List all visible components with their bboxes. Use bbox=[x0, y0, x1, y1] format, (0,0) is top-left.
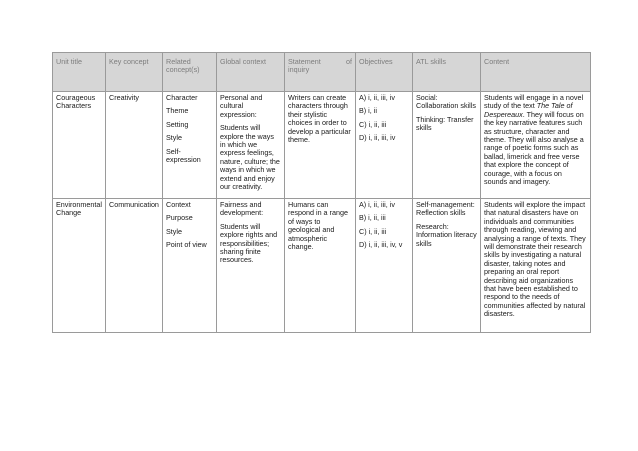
header-unit-title: Unit title bbox=[53, 53, 106, 92]
unit-plan-page bbox=[52, 52, 591, 333]
header-global-context: Global context bbox=[217, 53, 285, 92]
cell-statement-of-inquiry: Humans can respond in a range of ways to geological and atmospheric change. bbox=[285, 199, 356, 333]
cell-related-concepts: Character Theme Setting Style Self-expression bbox=[163, 92, 217, 199]
cell-atl-skills: Social: Collaboration skills Thinking: Transfer skills bbox=[413, 92, 481, 199]
unit-plan-table bbox=[52, 52, 591, 333]
header-row bbox=[53, 53, 591, 92]
cell-content: Students will explore the impact that natural disasters have on individuals and communities through reading, viewing and analysing a range of texts. They will demonstrate their research skills by investigating a natural disaster, taking notes and preparing an oral report describing aid organizations that have been established to respond to the needs of communities affected by natural disasters. bbox=[481, 199, 591, 333]
novel-title: The Tale of Despereaux bbox=[484, 101, 573, 119]
cell-key-concept: Creativity bbox=[106, 92, 163, 199]
header-statement-of-inquiry: Statement of inquiry bbox=[285, 53, 356, 92]
table-row bbox=[53, 92, 591, 199]
cell-atl-skills: Self-management: Reflection skills Research: Information literacy skills bbox=[413, 199, 481, 333]
table-row bbox=[53, 199, 591, 333]
cell-key-concept: Communication bbox=[106, 199, 163, 333]
cell-objectives: A) i, ii, iii, iv B) i, ii, iii C) i, ii, iii D) i, ii, iii, iv, v bbox=[356, 199, 413, 333]
cell-global-context: Fairness and development: Students will explore rights and responsibilities; sharing finite resources. bbox=[217, 199, 285, 333]
cell-content: Students will engage in a novel study of the text The Tale of Despereaux. They will focus on the key narrative features such as structure, character and theme. They will also analyse a range of poetic forms such as ballad, limerick and free verse that explore the concept of courage, with a focus on sounds and imagery. bbox=[481, 92, 591, 199]
header-content: Content bbox=[481, 53, 591, 92]
cell-unit-title: Environmental Change bbox=[53, 199, 106, 333]
cell-global-context: Personal and cultural expression: Students will explore the ways in which we express feelings, nature, culture; the ways in which we extend and enjoy our creativity. bbox=[217, 92, 285, 199]
cell-statement-of-inquiry: Writers can create characters through their stylistic choices in order to develop a particular theme. bbox=[285, 92, 356, 199]
cell-related-concepts: Context Purpose Style Point of view bbox=[163, 199, 217, 333]
header-atl-skills: ATL skills bbox=[413, 53, 481, 92]
header-objectives: Objectives bbox=[356, 53, 413, 92]
header-key-concept: Key concept bbox=[106, 53, 163, 92]
cell-objectives: A) i, ii, iii, iv B) i, ii C) i, ii, iii D) i, ii, iii, iv bbox=[356, 92, 413, 199]
cell-unit-title: Courageous Characters bbox=[53, 92, 106, 199]
header-related-concepts: Related concept(s) bbox=[163, 53, 217, 92]
